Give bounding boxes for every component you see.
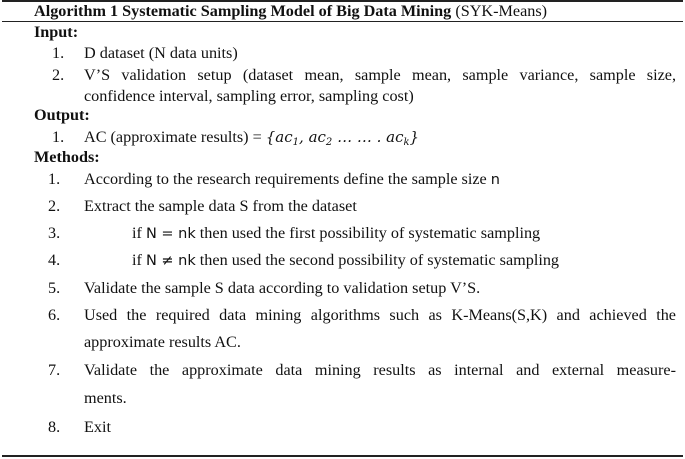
method-text-7-cont: ments. [84, 389, 127, 407]
method-text-2: Extract the sample data S from the dataset [84, 197, 357, 215]
method-text-6: Used the required data mining algorithms such as K-Means(S,K) and achieved the [84, 306, 676, 324]
formula-part-2: , ac [299, 128, 326, 146]
formula-sub-1: 1 [292, 137, 300, 148]
formula-part-3: … … . ac [332, 128, 404, 146]
output-heading: Output: [34, 106, 90, 124]
formula-sub-2: 2 [325, 137, 333, 148]
algorithm-title-bold: Algorithm 1 Systematic Sampling Model of Big Data Mining [34, 2, 452, 20]
method-text-3-main: then used the first possibility of systematic sampling [199, 224, 541, 242]
output-num-1: 1. [52, 128, 65, 146]
method-text-7: Validate the approximate data mining results as internal and external measure- [84, 361, 676, 379]
methods-heading: Methods: [34, 148, 100, 166]
output-text-1 [84, 128, 419, 152]
method-text-1-main: According to the research requirements define the sample size [84, 170, 487, 188]
method-num-7: 7. [48, 361, 61, 379]
bottom-rule [2, 455, 683, 457]
output-set-formula [266, 128, 419, 146]
algorithm-title [34, 2, 547, 21]
method-text-4 [132, 251, 559, 271]
formula-sub-k: k [403, 137, 410, 148]
method-num-6: 6. [48, 306, 61, 324]
method-text-3-condition: N = nk [145, 226, 196, 242]
input-num-1: 1. [52, 44, 65, 62]
input-text-1: D dataset (N data units) [84, 44, 238, 62]
method-text-6-cont: approximate results AC. [84, 333, 241, 351]
method-num-4: 4. [48, 251, 61, 269]
algorithm-title-suffix: (SYK-Means) [455, 2, 548, 20]
formula-part-1: {ac [265, 128, 293, 146]
input-num-2: 2. [52, 66, 65, 84]
method-text-1 [84, 170, 500, 190]
method-text-1-var: n [490, 172, 500, 188]
output-label: AC (approximate results) = [84, 128, 262, 146]
input-text-2-cont: confidence interval, sampling error, sampling cost) [84, 87, 414, 105]
method-num-3: 3. [48, 224, 61, 242]
method-num-5: 5. [48, 279, 61, 297]
input-heading: Input: [34, 23, 79, 41]
input-text-2: V’S validation setup (dataset mean, sample mean, sample variance, sample size, [84, 66, 676, 84]
method-text-4-if: if [132, 251, 142, 269]
method-text-4-main: then used the second possibility of systematic sampling [199, 251, 560, 269]
method-text-8: Exit [84, 418, 111, 436]
method-text-3-if: if [132, 224, 142, 242]
method-text-4-condition: N ≠ nk [145, 253, 196, 269]
method-num-8: 8. [48, 418, 61, 436]
title-rule [2, 21, 683, 22]
method-num-1: 1. [48, 170, 61, 188]
method-text-5: Validate the sample S data according to validation setup V’S. [84, 279, 481, 297]
method-text-3 [132, 224, 540, 244]
method-num-2: 2. [48, 197, 61, 215]
formula-close: } [409, 128, 420, 146]
